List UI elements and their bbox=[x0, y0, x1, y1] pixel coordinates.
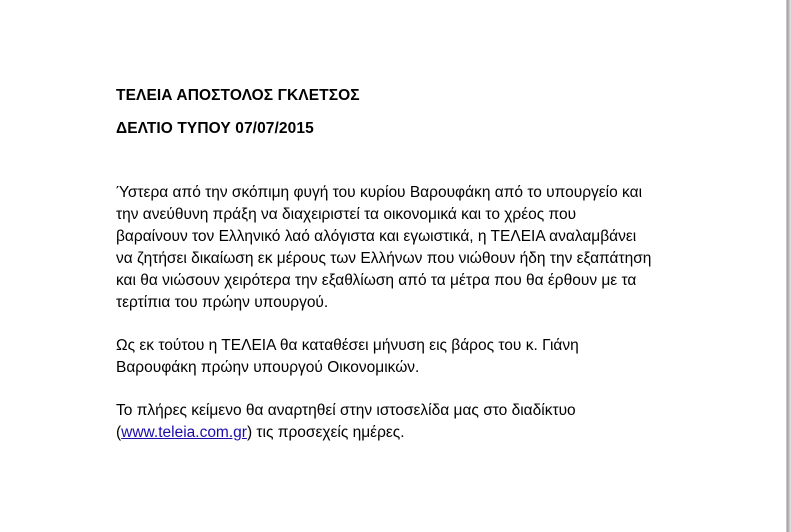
paren-open: ( bbox=[116, 424, 122, 441]
paragraph1-line: Ύστερα από την σκόπιμη φυγή του κυρίου Βαρουφάκη από το υπουργείο και bbox=[116, 184, 643, 201]
press-release-date: ΔΕΛΤΙΟ ΤΥΠΟΥ 07/07/2015 bbox=[116, 120, 314, 137]
paragraph2-line: Ως εκ τούτου η ΤΕΛΕΙΑ θα καταθέσει μήνυση εις βάρος του κ. Γιάνη bbox=[116, 337, 579, 354]
paragraph3-line-with-link bbox=[116, 423, 405, 443]
paragraph3-line-rest: ) τις προσεχείς ημέρες. bbox=[246, 424, 405, 441]
paragraph1-line: την ανεύθυνη πράξη να διαχειριστεί τα οικονομικά και το χρέος που bbox=[116, 206, 577, 223]
document-header-title: ΤΕΛΕΙΑ ΑΠΟΣΤΟΛΟΣ ΓΚΛΕΤΣΟΣ bbox=[116, 87, 360, 104]
paragraph1-line: βαραίνουν τον Ελληνικό λαό αλόγιστα και εγωιστικά, η ΤΕΛΕΙΑ αναλαμβάνει bbox=[116, 228, 637, 245]
paragraph1-line: τερτίπια του πρώην υπουργού. bbox=[116, 294, 329, 311]
page-shadow bbox=[787, 0, 791, 532]
paragraph1-line: και θα νιώσουν χειρότερα την εξαθλίωση από τα μέτρα που θα έρθουν με τα bbox=[116, 272, 637, 289]
paragraph1-line: να ζητήσει δικαίωση εκ μέρους των Ελλήνων που νιώθουν ήδη την εξαπάτηση bbox=[116, 250, 652, 267]
website-link[interactable]: www.teleia.com.gr bbox=[121, 424, 247, 441]
paragraph2-line: Βαρουφάκη πρώην υπουργού Οικονομικών. bbox=[116, 359, 420, 376]
paragraph3-line: Το πλήρες κείμενο θα αναρτηθεί στην ιστοσελίδα μας στο διαδίκτυο bbox=[116, 402, 576, 419]
